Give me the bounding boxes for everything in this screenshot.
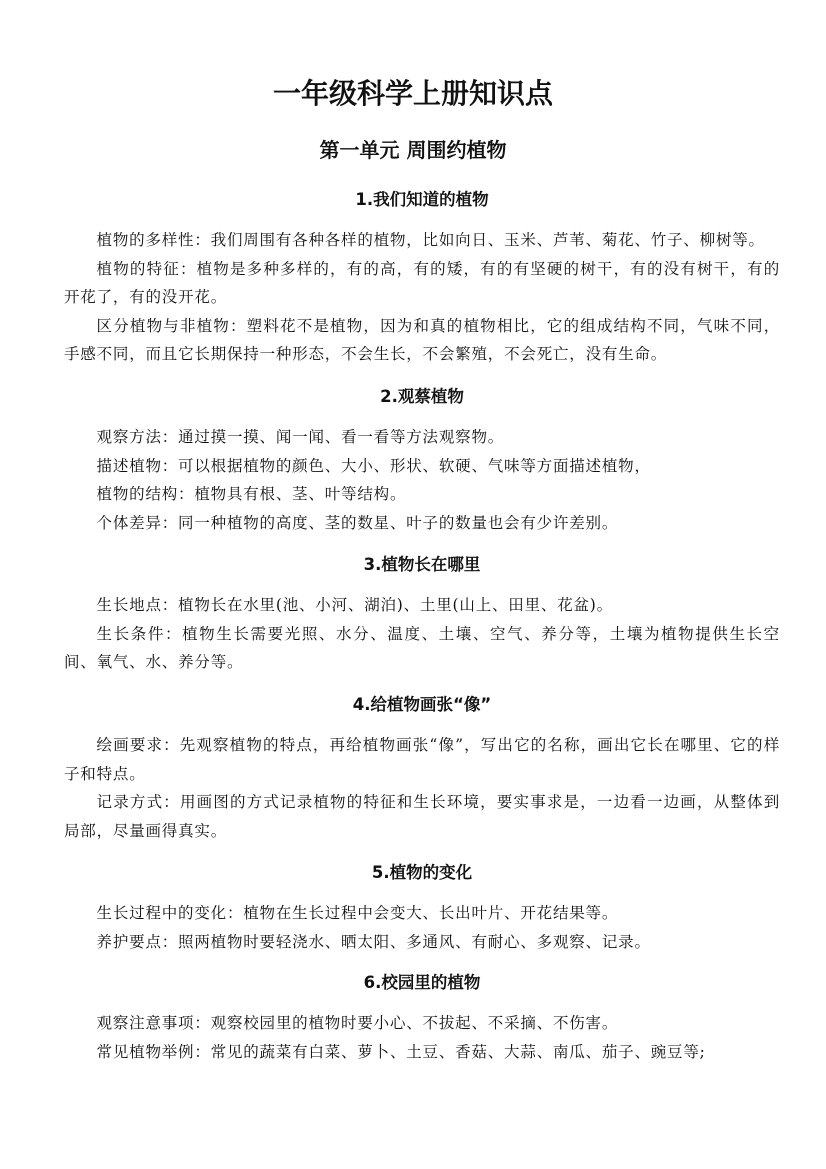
paragraph: 个体差异：同一种植物的高度、茎的数星、叶子的数量也会有少许差别。 (96, 513, 619, 532)
paragraph: 常见植物举例：常见的蔬菜有白菜、萝卜、土豆、香菇、大蒜、南瓜、茄子、豌豆等; (96, 1042, 706, 1061)
paragraph: 养护要点：照两植物时要轻浇水、晒太阳、多通风、有耐心、多观察、记录。 (96, 932, 651, 951)
section-5 (64, 861, 780, 956)
section-heading: 6.校园里的植物 (363, 973, 481, 992)
paragraph: 植物的结构：植物具有根、茎、叶等结构。 (96, 485, 407, 504)
paragraph: 生长过程中的变化：植物在生长过程中会变大、长出叶片、开花结果等。 (96, 904, 619, 922)
paragraph: 记录方式：用画图的方式记录植物的特征和生长环境，要实事求是，一边看一边画，从整体到局部，尽量画得真实。 (64, 793, 780, 840)
section-3 (64, 553, 780, 677)
paragraph: 观察注意事项：观察校园里的植物时要小心、不拔起、不采摘、不伤害。 (96, 1014, 619, 1032)
paragraph: 植物的特征：植物是多种多样的，有的高，有的矮，有的有坚硬的树干，有的没有树干，有的开花了，有的没开花。 (64, 259, 780, 307)
section-heading: 4.给植物画张“像” (352, 695, 492, 714)
document-title: 一年级科学上册知识点 (272, 77, 553, 110)
section-heading: 2.观蔡植物 (380, 387, 464, 406)
paragraph: 描述植物：可以根据植物的颜色、大小、形状、软硬、气味等方面描述植物， (96, 456, 651, 475)
paragraph: 区分植物与非植物：塑料花不是植物，因为和真的植物相比，它的组成结构不同，气味不同，手感不同，而且它长期保持一种形态，不会生长，不会繁殖，不会死亡，没有生命。 (64, 316, 780, 364)
paragraph: 生长地点：植物长在水里(池、小河、湖泊)、土里(山上、田里、花盆)。 (96, 596, 613, 614)
unit-title: 第一单元 周围约植物 (319, 138, 507, 162)
section-1 (64, 188, 780, 369)
section-heading: 1.我们知道的植物 (355, 190, 489, 209)
section-2 (64, 385, 780, 537)
paragraph: 绘画要求：先观察植物的特点，再给植物画张“像”，写出它的名称，画出它长在哪里、它的样子和特点。 (64, 736, 780, 783)
paragraph: 观察方法：通过摸一摸、闻一闻、看一看等方法观察物。 (96, 428, 505, 446)
paragraph: 生长条件：植物生长需要光照、水分、温度、土壤、空气、养分等，土壤为植物提供生长空间、氧气、水、养分等。 (64, 624, 780, 672)
section-6 (64, 971, 780, 1066)
section-heading: 5.植物的变化 (371, 863, 473, 882)
section-heading: 3.植物长在哪里 (363, 555, 481, 574)
section-4 (64, 693, 780, 845)
paragraph: 植物的多样性：我们周围有各种各样的植物，比如向日、玉米、芦苇、菊花、竹子、柳树等。 (96, 231, 765, 249)
